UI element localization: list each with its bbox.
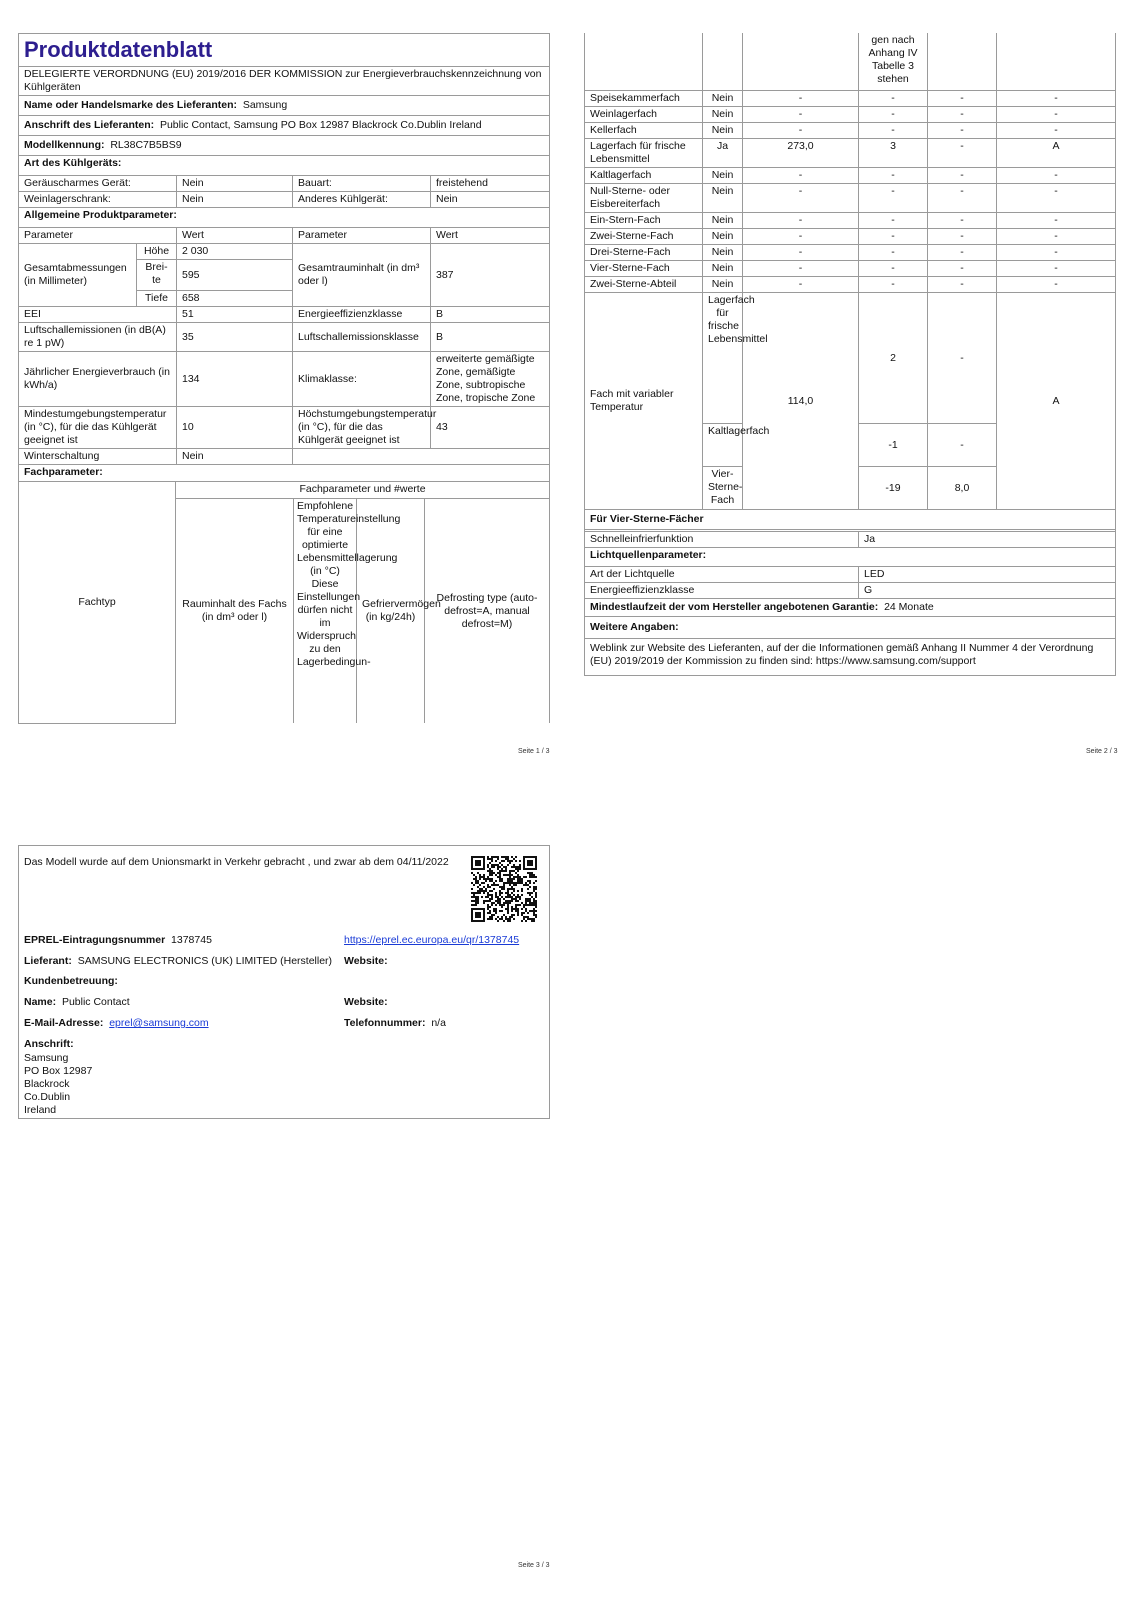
compartment-yn: Nein [703, 123, 743, 139]
col-freeze-header: Gefriervermögen (in kg/24h) [357, 499, 425, 724]
page-title: Produktdatenblatt [19, 34, 550, 67]
compartment-freeze: - [928, 139, 997, 168]
dims-label: Gesamtabmessungen (in Millimeter) [19, 244, 137, 307]
compartment-name: Kellerfach [585, 123, 703, 139]
compartment-name: Kaltlagerfach [585, 168, 703, 184]
qr-code-icon [471, 856, 537, 922]
compartment-row [585, 184, 1116, 213]
compartment-defrost: - [997, 168, 1116, 184]
compartment-defrost: - [997, 91, 1116, 107]
general-heading: Allgemeine Produktparameter: [19, 208, 550, 228]
market-text: Das Modell wurde auf dem Unionsmarkt in Verkehr gebracht , und zwar ab dem 04/11/2022 [24, 856, 449, 868]
name-row: Name: Public Contact [24, 996, 130, 1008]
fachtyp-header: Fachtyp [19, 482, 176, 724]
low-noise-label: Geräuscharmes Gerät: [19, 176, 177, 192]
supplier-row: Lieferant: SAMSUNG ELECTRONICS (UK) LIMITED (Hersteller) [24, 955, 333, 967]
compartment-temp: - [859, 229, 928, 245]
var-sub-temp: -1 [859, 424, 928, 467]
eei-label: EEI [19, 307, 177, 323]
var-temp-defrost: A [997, 293, 1116, 510]
email-link[interactable]: eprel@samsung.com [109, 1017, 209, 1029]
product-sheet-table [18, 33, 550, 482]
light-type-value: LED [859, 567, 1116, 583]
wine-value: Nein [177, 192, 293, 208]
volume-label: Gesamtrauminhalt (in dm³ oder l) [293, 244, 431, 307]
compartment-freeze: - [928, 107, 997, 123]
address-row: Anschrift des Lieferanten: Public Contact, Samsung PO Box 12987 Blackrock Co.Dublin Ireland [19, 116, 550, 136]
compartment-freeze: - [928, 91, 997, 107]
var-sub-temp: -19 [859, 467, 928, 510]
compartment-defrost: - [997, 261, 1116, 277]
max-temp-value: 43 [431, 407, 550, 449]
compartment-vol: - [743, 107, 859, 123]
compartment-name: Speisekammerfach [585, 91, 703, 107]
col-value: Wert [177, 228, 293, 244]
compartment-temp: - [859, 245, 928, 261]
noise-class-label: Luftschallemissionsklasse [293, 323, 431, 352]
compartment-row [585, 123, 1116, 139]
other-label: Anderes Kühlgerät: [293, 192, 431, 208]
compartment-temp: - [859, 213, 928, 229]
page-number-2: Seite 2 / 3 [1086, 748, 1118, 755]
col-value-2: Wert [431, 228, 550, 244]
energy-class-label: Energieeffizienzklasse [293, 307, 431, 323]
compartment-temp: - [859, 261, 928, 277]
compartment-defrost: - [997, 277, 1116, 293]
var-sub-name: Kaltlagerfach [703, 424, 743, 467]
wine-label: Weinlagerschrank: [19, 192, 177, 208]
compartment-row [585, 245, 1116, 261]
compartment-row [585, 261, 1116, 277]
address-block [24, 1052, 92, 1117]
compartment-freeze: - [928, 213, 997, 229]
climate-label: Klimaklasse: [293, 352, 431, 407]
compartment-vol: 273,0 [743, 139, 859, 168]
fast-freeze-label: Schnelleinfrierfunktion [585, 532, 859, 548]
compartment-defrost: A [997, 139, 1116, 168]
compartment-row [585, 91, 1116, 107]
page-2 [584, 33, 1116, 676]
var-temp-volume: 114,0 [743, 293, 859, 510]
compartment-defrost: - [997, 245, 1116, 261]
compartment-yn: Nein [703, 107, 743, 123]
min-temp-label: Mindestumgebungstemperatur (in °C), für die das Kühlgerät geeignet ist [19, 407, 177, 449]
address-line: PO Box 12987 [24, 1065, 93, 1077]
supplier-row: Name oder Handelsmarke des Lieferanten: Samsung [19, 96, 550, 116]
address-line: Samsung [24, 1052, 69, 1064]
comp-heading: Fachparameter: [19, 465, 550, 482]
compartment-temp: 3 [859, 139, 928, 168]
winter-label: Winterschaltung [19, 449, 177, 465]
light-type-label: Art der Lichtquelle [585, 567, 859, 583]
depth-label: Tiefe [137, 291, 177, 307]
compartment-freeze: - [928, 168, 997, 184]
col-param: Parameter [19, 228, 177, 244]
compartment-yn: Nein [703, 229, 743, 245]
compartment-name: Weinlagerfach [585, 107, 703, 123]
compartment-freeze: - [928, 123, 997, 139]
compartment-freeze: - [928, 245, 997, 261]
compartment-temp: - [859, 123, 928, 139]
compartment-name: Drei-Sterne-Fach [585, 245, 703, 261]
compartment-row [585, 168, 1116, 184]
compartment-vol: - [743, 168, 859, 184]
var-sub-temp: 2 [859, 293, 928, 424]
col-param-2: Parameter [293, 228, 431, 244]
compartment-temp: - [859, 168, 928, 184]
four-star-heading: Für Vier-Sterne-Fächer [585, 510, 1116, 530]
compartment-temp: - [859, 91, 928, 107]
page-number-1: Seite 1 / 3 [518, 748, 550, 755]
compartment-table [584, 33, 1116, 676]
eei-value: 51 [177, 307, 293, 323]
width-value: 595 [177, 260, 293, 291]
page-number-3: Seite 3 / 3 [518, 1562, 550, 1569]
compartment-vol: - [743, 184, 859, 213]
compartment-yn: Nein [703, 213, 743, 229]
compartment-temp: - [859, 277, 928, 293]
compartment-temp: - [859, 107, 928, 123]
compartment-vol: - [743, 123, 859, 139]
type-heading: Art des Kühlgeräts: [19, 156, 550, 176]
volume-value: 387 [431, 244, 550, 307]
compartment-yn: Nein [703, 277, 743, 293]
var-sub-freeze: 8,0 [928, 467, 997, 510]
compartment-vol: - [743, 213, 859, 229]
height-label: Höhe [137, 244, 177, 260]
climate-value: erweiterte gemäßigte Zone, gemäßigte Zone, subtropische Zone, tropische Zone [431, 352, 550, 407]
var-temp-name: Fach mit variabler Temperatur [585, 293, 703, 510]
light-class-value: G [859, 583, 1116, 599]
compartment-temp: - [859, 184, 928, 213]
compartment-name: Zwei-Sterne-Fach [585, 229, 703, 245]
regulation-text: DELEGIERTE VERORDNUNG (EU) 2019/2016 DER KOMMISSION zur Energieverbrauchskennzeichnung von Kühlgeräten [19, 67, 550, 96]
compartment-defrost: - [997, 229, 1116, 245]
compartment-yn: Nein [703, 168, 743, 184]
var-sub-name: Lagerfach für frische Lebensmittel [703, 293, 743, 424]
compartment-vol: - [743, 261, 859, 277]
address-line: Blackrock [24, 1078, 70, 1090]
annual-value: 134 [177, 352, 293, 407]
address-line: Ireland [24, 1104, 57, 1116]
var-sub-freeze: - [928, 424, 997, 467]
design-value: freistehend [431, 176, 550, 192]
noise-label: Luftschallemissionen (in dB(A) re 1 pW) [19, 323, 177, 352]
compartment-defrost: - [997, 123, 1116, 139]
weblink-text: Weblink zur Website des Lieferanten, auf der die Informationen gemäß Anhang II Nummer 4 der Verordnung (EU) 2019/2019 der Kommission zu finden sind: https://www.samsung.com/support [585, 639, 1116, 676]
compartment-defrost: - [997, 213, 1116, 229]
compartment-name: Zwei-Sterne-Abteil [585, 277, 703, 293]
compartment-yn: Nein [703, 245, 743, 261]
care-label: Kundenbetreuung: [24, 975, 118, 987]
compartment-vol: - [743, 91, 859, 107]
max-temp-label: Höchstumgebungstemperatur (in °C), für die das Kühlgerät geeignet ist [293, 407, 431, 449]
var-sub-name: Vier-Sterne-Fach [703, 467, 743, 510]
compartment-name: Ein-Stern-Fach [585, 213, 703, 229]
compartment-freeze: - [928, 277, 997, 293]
energy-class-value: B [431, 307, 550, 323]
noise-value: 35 [177, 323, 293, 352]
compartment-yn: Ja [703, 139, 743, 168]
compartment-row [585, 107, 1116, 123]
col-defrost-header: Defrosting type (auto-defrost=A, manual defrost=M) [425, 499, 550, 724]
compartment-name: Null-Sterne- oder Eisbereiterfach [585, 184, 703, 213]
compartment-row [585, 229, 1116, 245]
eprel-row: EPREL-Eintragungsnummer 1378745 [24, 934, 212, 946]
compartment-name: Vier-Sterne-Fach [585, 261, 703, 277]
temp-header-cont: gen nach Anhang IV Tabelle 3 stehen [859, 33, 928, 91]
eprel-link[interactable]: https://eprel.ec.europa.eu/qr/1378745 [344, 934, 520, 946]
email-row: E-Mail-Adresse: eprel@samsung.com [24, 1017, 209, 1029]
light-heading: Lichtquellenparameter: [585, 548, 1116, 567]
compartment-freeze: - [928, 229, 997, 245]
width-label: Brei-te [137, 260, 177, 291]
compartment-vol: - [743, 245, 859, 261]
compartment-defrost: - [997, 184, 1116, 213]
other-value: Nein [431, 192, 550, 208]
comp-subheading: Fachparameter und #werte [176, 482, 550, 499]
address-line: Co.Dublin [24, 1091, 71, 1103]
compartment-freeze: - [928, 261, 997, 277]
further-heading: Weitere Angaben: [585, 617, 1116, 639]
page-1 [18, 33, 550, 724]
compartment-vol: - [743, 229, 859, 245]
low-noise-value: Nein [177, 176, 293, 192]
model-row: Modellkennung: RL38C7B5BS9 [19, 136, 550, 156]
winter-value: Nein [177, 449, 293, 465]
noise-class-value: B [431, 323, 550, 352]
address-label: Anschrift: [24, 1038, 74, 1050]
depth-value: 658 [177, 291, 293, 307]
website-label-2: Website: [344, 996, 388, 1008]
compartment-vol: - [743, 277, 859, 293]
compartment-header-table [18, 481, 550, 724]
fast-freeze-value: Ja [859, 532, 1116, 548]
compartment-defrost: - [997, 107, 1116, 123]
col-temp-header: Empfohlene Temperatureinstellung für eine optimierte Lebensmittellagerung (in °C) Diese Einstellungen dürfen nicht im Widerspruch zu den Lagerbedingun- [294, 499, 357, 724]
compartment-yn: Nein [703, 184, 743, 213]
phone-row: Telefonnummer: n/a [344, 1017, 446, 1029]
compartment-row [585, 213, 1116, 229]
min-temp-value: 10 [177, 407, 293, 449]
compartment-freeze: - [928, 184, 997, 213]
website-label: Website: [344, 955, 388, 967]
annual-label: Jährlicher Energieverbrauch (in kWh/a) [19, 352, 177, 407]
design-label: Bauart: [293, 176, 431, 192]
compartment-yn: Nein [703, 91, 743, 107]
compartment-row [585, 139, 1116, 168]
height-value: 2 030 [177, 244, 293, 260]
compartment-yn: Nein [703, 261, 743, 277]
warranty-row: Mindestlaufzeit der vom Hersteller angebotenen Garantie: 24 Monate [585, 599, 1116, 617]
compartment-row [585, 277, 1116, 293]
light-class-label: Energieeffizienzklasse [585, 583, 859, 599]
col-volume-header: Rauminhalt des Fachs (in dm³ oder l) [176, 499, 294, 724]
page-3 [18, 845, 550, 1119]
var-sub-freeze: - [928, 293, 997, 424]
compartment-name: Lagerfach für frische Lebensmittel [585, 139, 703, 168]
